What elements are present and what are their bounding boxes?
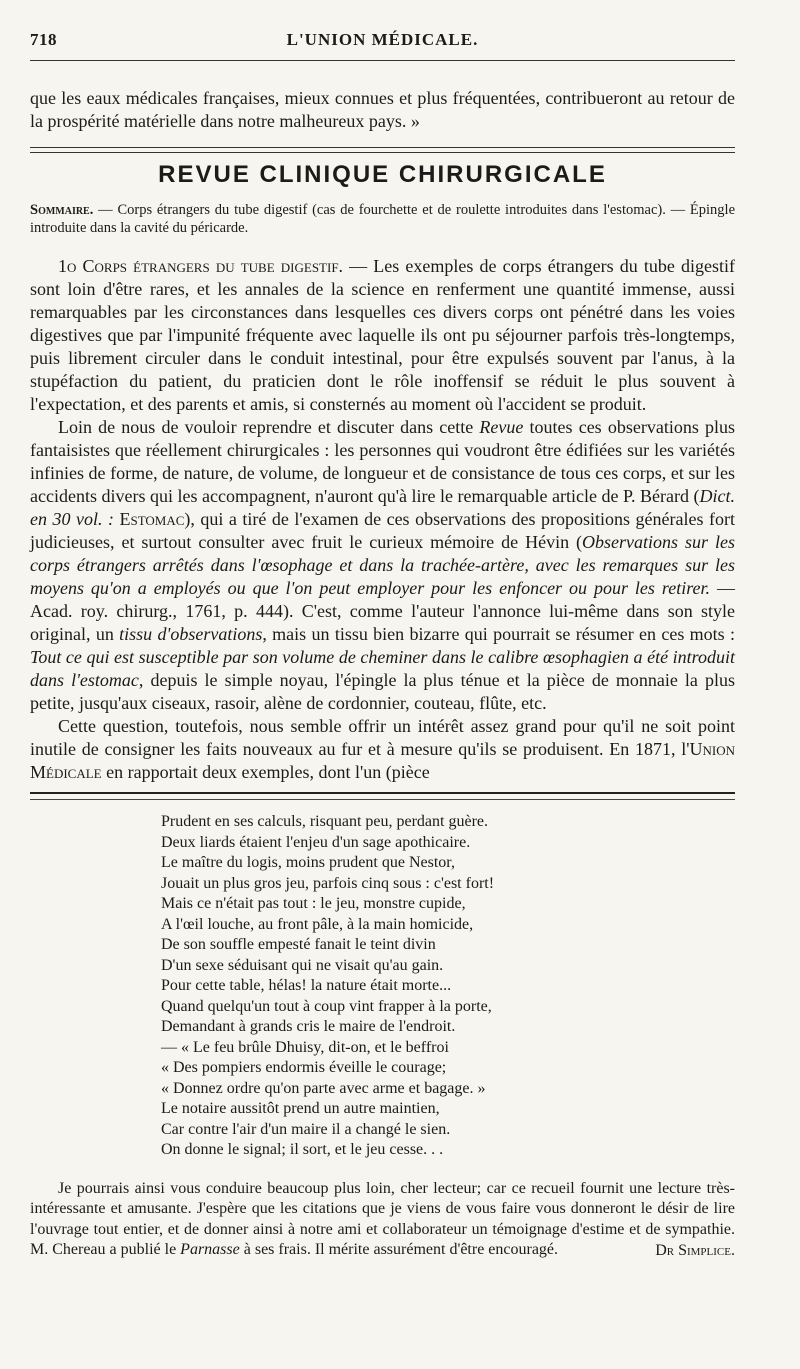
section-title: REVUE CLINIQUE CHIRURGICALE	[158, 161, 607, 188]
text-run: ), qui a tiré de l'examen de ces observations des propositions générales fort judicieuses, et surtout consulter avec fruit le curieux mémoire de Hévin (	[30, 509, 735, 552]
text-run: , depuis le simple noyau, l'épingle la plus ténue et la pièce de monnaie la plus petite, jusqu'aux ciseaux, rasoir, alène de cordonnier, couteau, flûte, etc.	[30, 670, 735, 713]
text-run: Je pourrais ainsi vous conduire beaucoup plus loin, cher lecteur; car ce recueil fournit une lecture très-intéressante et amusante. J'espère que les citations que je viens de vous faire vous donneront le désir de lire l'ouvrage tout entier, et de donner ainsi à notre ami et collaborateur un témoignage d'estime et de sympathie. M. Chereau a publié le	[30, 1179, 735, 1258]
smallcaps-union-medicale: Union Médicale	[30, 739, 735, 782]
poem-line: Le maître du logis, moins prudent que Nestor,	[161, 854, 455, 871]
journal-page	[30, 30, 735, 1261]
poem-line: Deux liards étaient l'enjeu d'un sage apothicaire.	[161, 833, 471, 851]
page-header	[30, 30, 735, 61]
poem-line: Quand quelqu'un tout à coup vint frapper à la porte,	[161, 997, 492, 1015]
paragraph-text: — Les exemples de corps étrangers du tube digestif sont loin d'être rares, et les annales de la science en renferment une quantité immense, aussi remarquables par les circonstances dans lesquelles ces divers corps ont pénétré dans les voies digestives que par l'impunité fréquente avec laquelle ils ont pu séjourner parfois très-longtemps, puis librement circuler dans le conduit intestinal, pour être expulsés souvent par l'anus, à la stupéfaction du patient, du praticien dont le rôle inoffensif se réduit le plus souvent à l'expectation, et des parents et amis, si consternés au moment où l'accident se produit.	[30, 256, 736, 414]
poem-block	[161, 812, 735, 1161]
feuilleton-divider	[30, 792, 735, 800]
poem-line: A l'œil louche, au front pâle, à la main homicide,	[161, 915, 474, 933]
page-number: 718	[30, 30, 57, 49]
text-run: en rapportait deux exemples, dont l'un (pièce	[101, 762, 430, 782]
italic-dict: Dict. en 30 vol. :	[30, 486, 735, 529]
poem-line: De son souffle empesté fanait le teint divin	[161, 936, 436, 953]
poem-line: Pour cette table, hélas! la nature était morte...	[161, 977, 452, 994]
paragraph-berard	[30, 416, 735, 715]
text-run: à ses frais. Il mérite assurément d'être encouragé.	[239, 1241, 559, 1258]
summary-block	[30, 201, 735, 237]
italic-quote: Tout ce qui est susceptible par son volume de cheminer dans le calibre œsophagien a été introduit dans l'estomac	[30, 647, 735, 690]
smallcaps-estomac: Estomac	[113, 509, 185, 529]
text-run: , mais un tissu bien bizarre qui pourrait se résumer en ces mots :	[262, 624, 735, 644]
paragraph-lead: 1o Corps étrangers du tube digestif.	[58, 256, 344, 276]
text-run: Cette question, toutefois, nous semble offrir un intérêt assez grand pour qu'il ne soit point inutile de consigner les faits nouveaux au fur et à mesure qu'ils se produisent. En 1871, l'	[30, 716, 735, 759]
poem-line: Car contre l'air d'un maire il a changé le sien.	[161, 1120, 451, 1138]
text-run: Loin de nous de vouloir reprendre et discuter dans cette	[58, 417, 480, 437]
poem-line: « Des pompiers endormis éveille le courage;	[161, 1059, 447, 1076]
poem-line: Le notaire aussitôt prend un autre maintien,	[161, 1100, 440, 1117]
text-run: — Acad. roy. chirurg., 1761, p. 444). C'est, comme l'auteur l'annonce lui-même dans son style original, un	[30, 578, 735, 644]
poem-line: D'un sexe séduisant qui ne visait qu'au gain.	[161, 956, 444, 974]
poem-line: — « Le feu brûle Dhuisy, dit-on, et le beffroi	[161, 1038, 449, 1056]
summary-text: — Corps étrangers du tube digestif (cas de fourchette et de roulette introduites dans l'estomac). — Épingle introduite dans la cavité du péricarde.	[30, 202, 736, 236]
poem-line: Jouait un plus gros jeu, parfois cinq sous : c'est fort!	[161, 874, 495, 892]
paragraph-foreign-bodies	[30, 255, 735, 416]
italic-hevin-title: Observations sur les corps étrangers arrêtés dans l'œsophage et dans la trachée-artère, avec les remarques sur les moyens qu'on a employés ou que l'on peut employer pour les enfoncer ou pour les retirer.	[30, 532, 735, 598]
poem-line: Prudent en ses calculs, risquant peu, perdant guère.	[161, 813, 489, 830]
italic-revue: Revue	[479, 417, 524, 437]
poem-line: « Donnez ordre qu'on parte avec arme et bagage. »	[161, 1079, 486, 1097]
author-signature: Dr Simplice.	[655, 1241, 735, 1259]
journal-title: L'UNION MÉDICALE.	[286, 30, 479, 49]
poem-line: Mais ce n'était pas tout : le jeu, monstre cupide,	[161, 895, 466, 912]
summary-label: Sommaire.	[30, 202, 94, 218]
section-divider	[30, 147, 735, 153]
italic-parnasse: Parnasse	[180, 1241, 240, 1258]
intro-paragraph: que les eaux médicales françaises, mieux connues et plus fréquentées, contribueront au retour de la prospérité matérielle dans notre malheureux pays. »	[30, 88, 735, 131]
poem-line: On donne le signal; il sort, et le jeu cesse. . .	[161, 1141, 444, 1158]
italic-tissu: tissu d'observations	[119, 624, 263, 644]
poem-line: Demandant à grands cris le maire de l'endroit.	[161, 1018, 456, 1035]
paragraph-question	[30, 715, 735, 784]
text-run: toutes ces observations plus fantaisistes que réellement chirurgicales : les personnes qui voudront être édifiées sur les variétés infinies de forme, de nature, de volume, de longueur et de consistance de tous ces corps, et sur les accidents divers qui les accompagnent, n'auront qu'à lire le remarquable article de P. Bérard (	[30, 417, 735, 506]
